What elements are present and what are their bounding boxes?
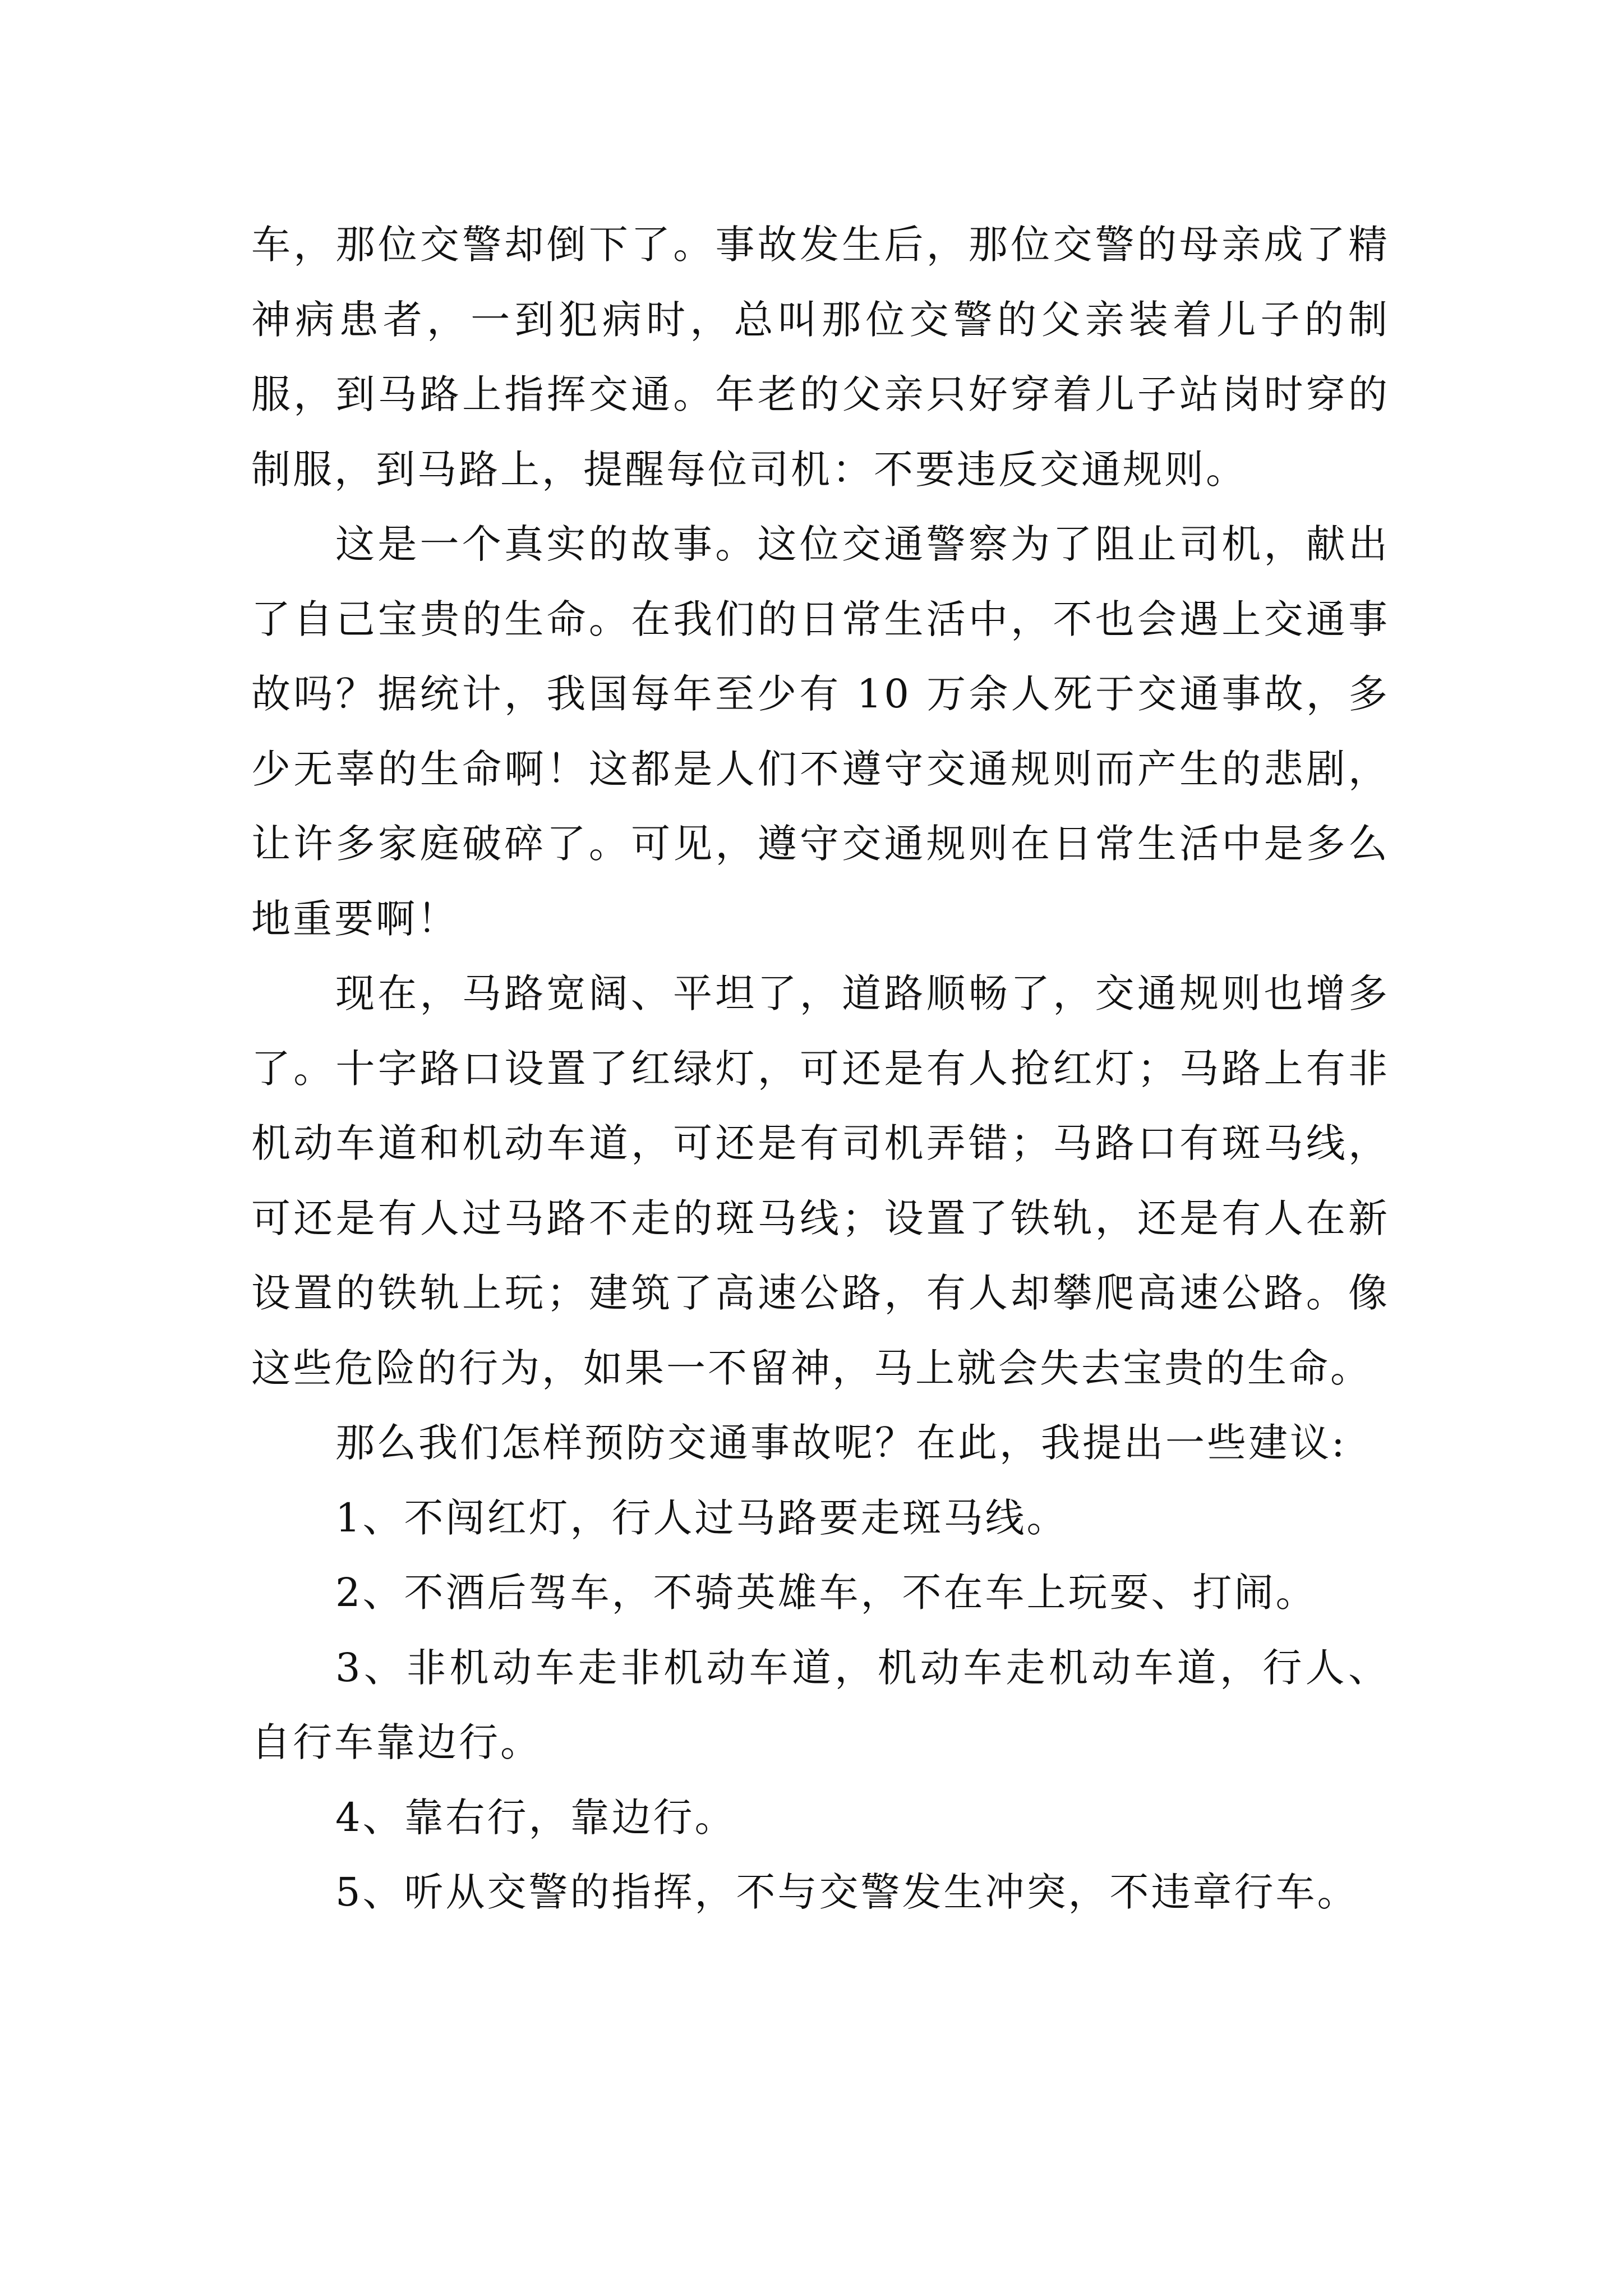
list-item-suggestion-5: 5、听从交警的指挥，不与交警发生冲突，不违章行车。 xyxy=(335,1869,1359,1915)
list-item-suggestion-2: 2、不酒后驾车，不骑英雄车，不在车上玩耍、打闹。 xyxy=(335,1570,1317,1616)
paragraph-road-conditions: 现在，马路宽阔、平坦了，道路顺畅了，交通规则也增多了。十字路口设置了红绿灯，可还是有人抢红灯；马路上有非机动车道和机动车道，可还是有司机弄错；马路口有斑马线，可还是有人过马路不走的斑马线；设置了铁轨，还是有人在新设置的铁轨上玩；建筑了高速公路，有人却攀爬高速公路。像这些危险的行为，如果一不留神，马上就会失去宝贵的生命。 xyxy=(251,970,1390,1391)
list-item-suggestion-4: 4、靠右行，靠边行。 xyxy=(335,1794,736,1841)
list-item-suggestion-3: 3、非机动车走非机动车道，机动车走机动车道，行人、自行车靠边行。 xyxy=(251,1644,1390,1765)
list-item-suggestion-1: 1、不闯红灯，行人过马路要走斑马线。 xyxy=(335,1494,1068,1541)
paragraph-suggestions-intro: 那么我们怎样预防交通事故呢？在此，我提出一些建议: xyxy=(335,1420,1347,1466)
paragraph-continuation: 车，那位交警却倒下了。事故发生后，那位交警的母亲成了精神病患者，一到犯病时，总叫那位交警的父亲装着儿子的制服，到马路上指挥交通。年老的父亲只好穿着儿子站岗时穿的制服，到马路上，提醒每位司机：不要违反交通规则。 xyxy=(251,222,1390,493)
document-body xyxy=(251,208,1390,1930)
paragraph-true-story: 这是一个真实的故事。这位交通警察为了阻止司机，献出了自己宝贵的生命。在我们的日常生活中，不也会遇上交通事故吗？据统计，我国每年至少有 10 万余人死于交通事故，多少无辜的生命啊！这都是人们不遵守交通规则而产生的悲剧，让许多家庭破碎了。可见，遵守交通规则在日常生活中是多么地重要啊！ xyxy=(251,521,1390,942)
